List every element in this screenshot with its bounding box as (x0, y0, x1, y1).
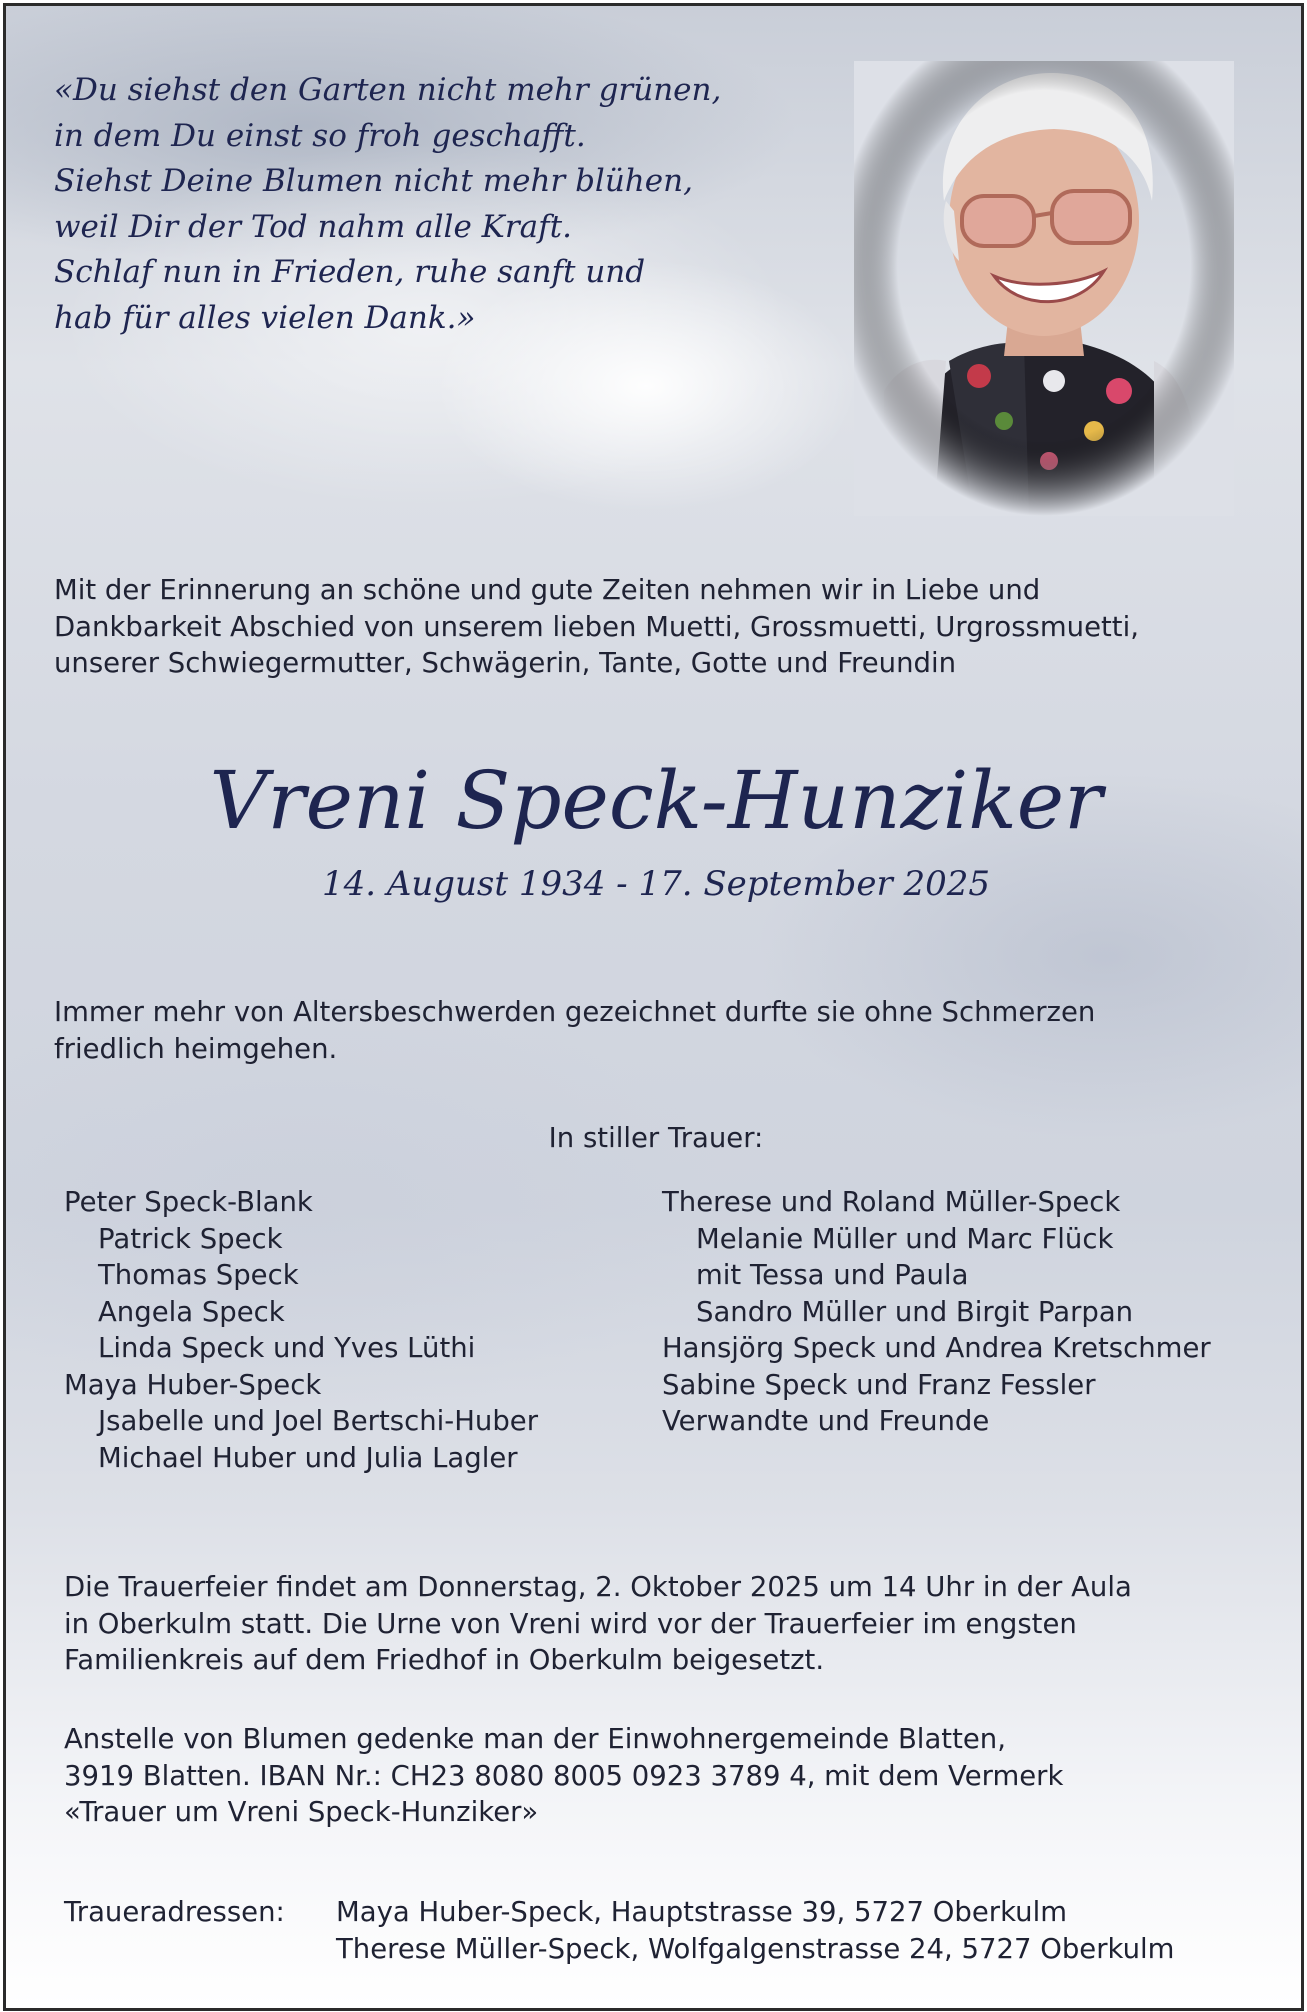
mourning-heading: In stiller Trauer: (548, 1122, 764, 1154)
portrait-photo (854, 61, 1234, 516)
mourner-name: Michael Huber und Julia Lagler (98, 1441, 518, 1474)
mourner-name: Patrick Speck (98, 1222, 283, 1255)
mourners-right-column (662, 1184, 1211, 1440)
passing-line: friedlich heimgehen. (54, 1032, 338, 1065)
poem-line: hab für alles vielen Dank.» (54, 299, 476, 336)
donation-line: 3919 Blatten. IBAN Nr.: CH23 8080 8005 0923 3789 4, mit dem Vermerk (64, 1759, 1064, 1792)
portrait-photo-icon (854, 61, 1234, 516)
service-info (64, 1569, 1132, 1679)
mourner-name: Maya Huber-Speck (64, 1368, 322, 1401)
obituary-notice (3, 3, 1304, 2011)
intro-text (54, 572, 1139, 682)
poem-line: «Du siehst den Garten nicht mehr grünen, (54, 72, 722, 108)
mourner-name: Melanie Müller und Marc Flück (696, 1222, 1114, 1255)
mourner-name: Sandro Müller und Birgit Parpan (696, 1295, 1134, 1328)
address-line: Therese Müller-Speck, Wolfgalgenstrasse 24, 5727 Oberkulm (336, 1932, 1175, 1965)
service-line: in Oberkulm statt. Die Urne von Vreni wird vor der Trauerfeier im engsten (64, 1607, 1077, 1640)
mourner-name: Therese und Roland Müller-Speck (662, 1186, 1121, 1218)
service-line: Die Trauerfeier findet am Donnerstag, 2. Oktober 2025 um 14 Uhr in der Aula (64, 1571, 1132, 1603)
mourner-name: Linda Speck und Yves Lüthi (98, 1332, 476, 1364)
poem-line: Siehst Deine Blumen nicht mehr blühen, (54, 163, 693, 199)
mourner-name: mit Tessa und Paula (696, 1259, 969, 1291)
intro-line: Mit der Erinnerung an schöne und gute Zeiten nehmen wir in Liebe und (54, 574, 1041, 606)
service-line: Familienkreis auf dem Friedhof in Oberkulm beigesetzt. (64, 1644, 825, 1676)
mourners-left-column (64, 1184, 538, 1476)
poem-line: in dem Du einst so froh geschafft. (54, 117, 586, 154)
donation-line: «Trauer um Vreni Speck-Hunziker» (64, 1796, 539, 1828)
life-dates: 14. August 1934 - 17. September 2025 (321, 864, 991, 904)
deceased-name: Vreni Speck-Hunziker (209, 754, 1103, 847)
address-line: Maya Huber-Speck, Hauptstrasse 39, 5727 Oberkulm (336, 1896, 1068, 1928)
addresses-label: Traueradressen: (64, 1896, 285, 1928)
addresses-lines (336, 1894, 1174, 1967)
poem (54, 68, 814, 341)
mourner-name: Angela Speck (98, 1295, 285, 1328)
intro-line: unserer Schwiegermutter, Schwägerin, Tante, Gotte und Freundin (54, 647, 957, 679)
mourner-name: Thomas Speck (98, 1259, 299, 1291)
donation-info (64, 1721, 1063, 1831)
poem-line: weil Dir der Tod nahm alle Kraft. (54, 208, 572, 245)
mourner-name: Verwandte und Freunde (662, 1405, 990, 1437)
mourner-name: Hansjörg Speck und Andrea Kretschmer (662, 1332, 1211, 1364)
passing-line: Immer mehr von Altersbeschwerden gezeichnet durfte sie ohne Schmerzen (54, 996, 1096, 1028)
mourner-name: Jsabelle und Joel Bertschi-Huber (98, 1405, 538, 1437)
passing-text (54, 994, 1095, 1067)
donation-line: Anstelle von Blumen gedenke man der Einwohnergemeinde Blatten, (64, 1723, 1006, 1755)
mourner-name: Sabine Speck und Franz Fessler (662, 1368, 1096, 1401)
intro-line: Dankbarkeit Abschied von unserem lieben Muetti, Grossmuetti, Urgrossmuetti, (54, 610, 1139, 643)
mourner-name: Peter Speck-Blank (64, 1186, 313, 1218)
poem-line: Schlaf nun in Frieden, ruhe sanft und (54, 254, 646, 290)
